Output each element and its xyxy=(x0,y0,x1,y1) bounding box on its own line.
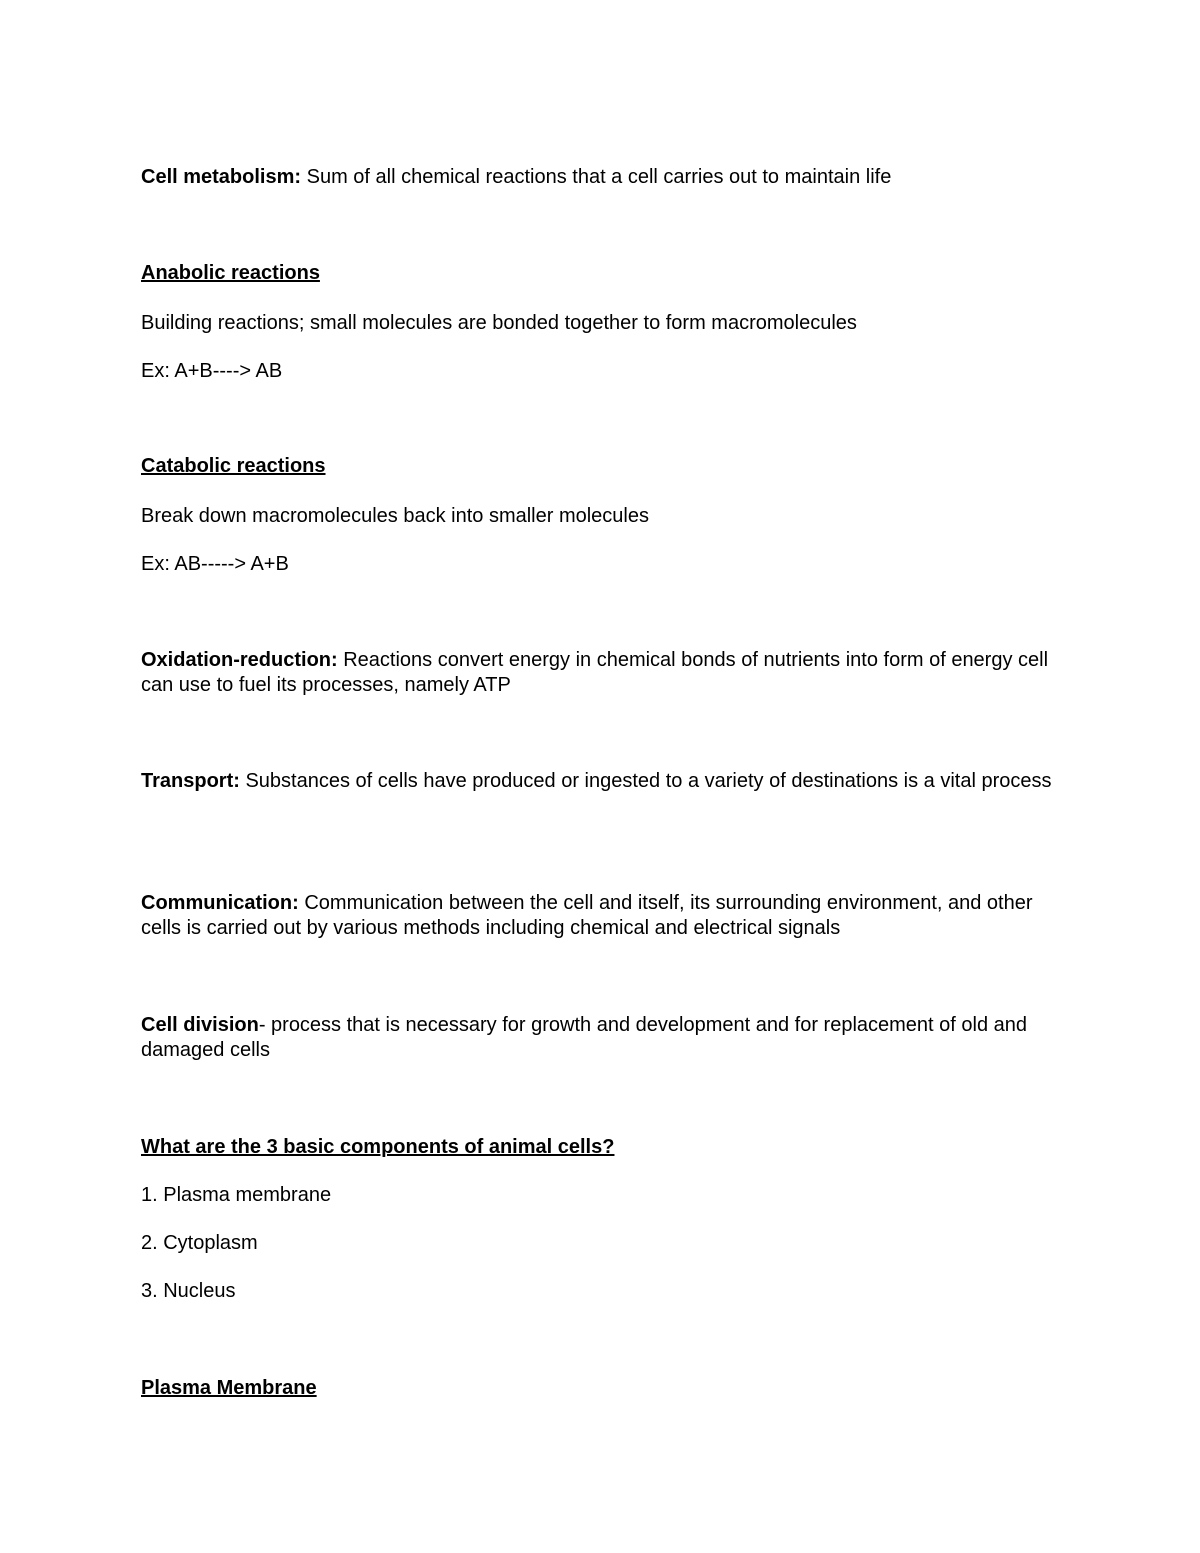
components-heading: What are the 3 basic components of animal cells? xyxy=(141,1136,615,1158)
catabolic-heading: Catabolic reactions xyxy=(141,455,326,477)
oxidation-reduction-term: Oxidation-reduction: xyxy=(141,649,338,671)
transport-paragraph xyxy=(141,769,1061,794)
anabolic-heading: Anabolic reactions xyxy=(141,262,320,284)
communication-definition: Communication between the cell and itself, its surrounding environment, and other cells is carried out by various methods including chemical and electrical signals xyxy=(141,892,1033,939)
anabolic-description: Building reactions; small molecules are bonded together to form macromolecules xyxy=(141,312,857,334)
catabolic-description: Break down macromolecules back into smaller molecules xyxy=(141,505,649,527)
catabolic-example: Ex: AB-----> A+B xyxy=(141,553,289,575)
oxidation-reduction-definition: Reactions convert energy in chemical bonds of nutrients into form of energy cell can use to fuel its processes, namely ATP xyxy=(141,649,1049,696)
anabolic-example: Ex: A+B----> AB xyxy=(141,360,283,382)
cell-division-paragraph xyxy=(141,1013,1061,1063)
cell-metabolism-definition: Sum of all chemical reactions that a cell carries out to maintain life xyxy=(301,166,892,188)
oxidation-reduction-paragraph xyxy=(141,648,1061,698)
cell-division-term: Cell division xyxy=(141,1014,259,1036)
plasma-membrane-heading: Plasma Membrane xyxy=(141,1377,317,1399)
components-item-2: 2. Cytoplasm xyxy=(141,1232,258,1254)
components-item-3: 3. Nucleus xyxy=(141,1280,236,1302)
cell-metabolism-term: Cell metabolism: xyxy=(141,166,302,188)
communication-paragraph xyxy=(141,891,1061,941)
communication-term: Communication: xyxy=(141,892,299,914)
transport-definition: Substances of cells have produced or ingested to a variety of destinations is a vital process xyxy=(239,770,1052,792)
transport-term: Transport: xyxy=(141,770,240,792)
cell-metabolism-paragraph xyxy=(141,165,1061,190)
components-item-1: 1. Plasma membrane xyxy=(141,1184,332,1206)
cell-division-definition: - process that is necessary for growth and development and for replacement of old and damaged cells xyxy=(141,1014,1028,1061)
